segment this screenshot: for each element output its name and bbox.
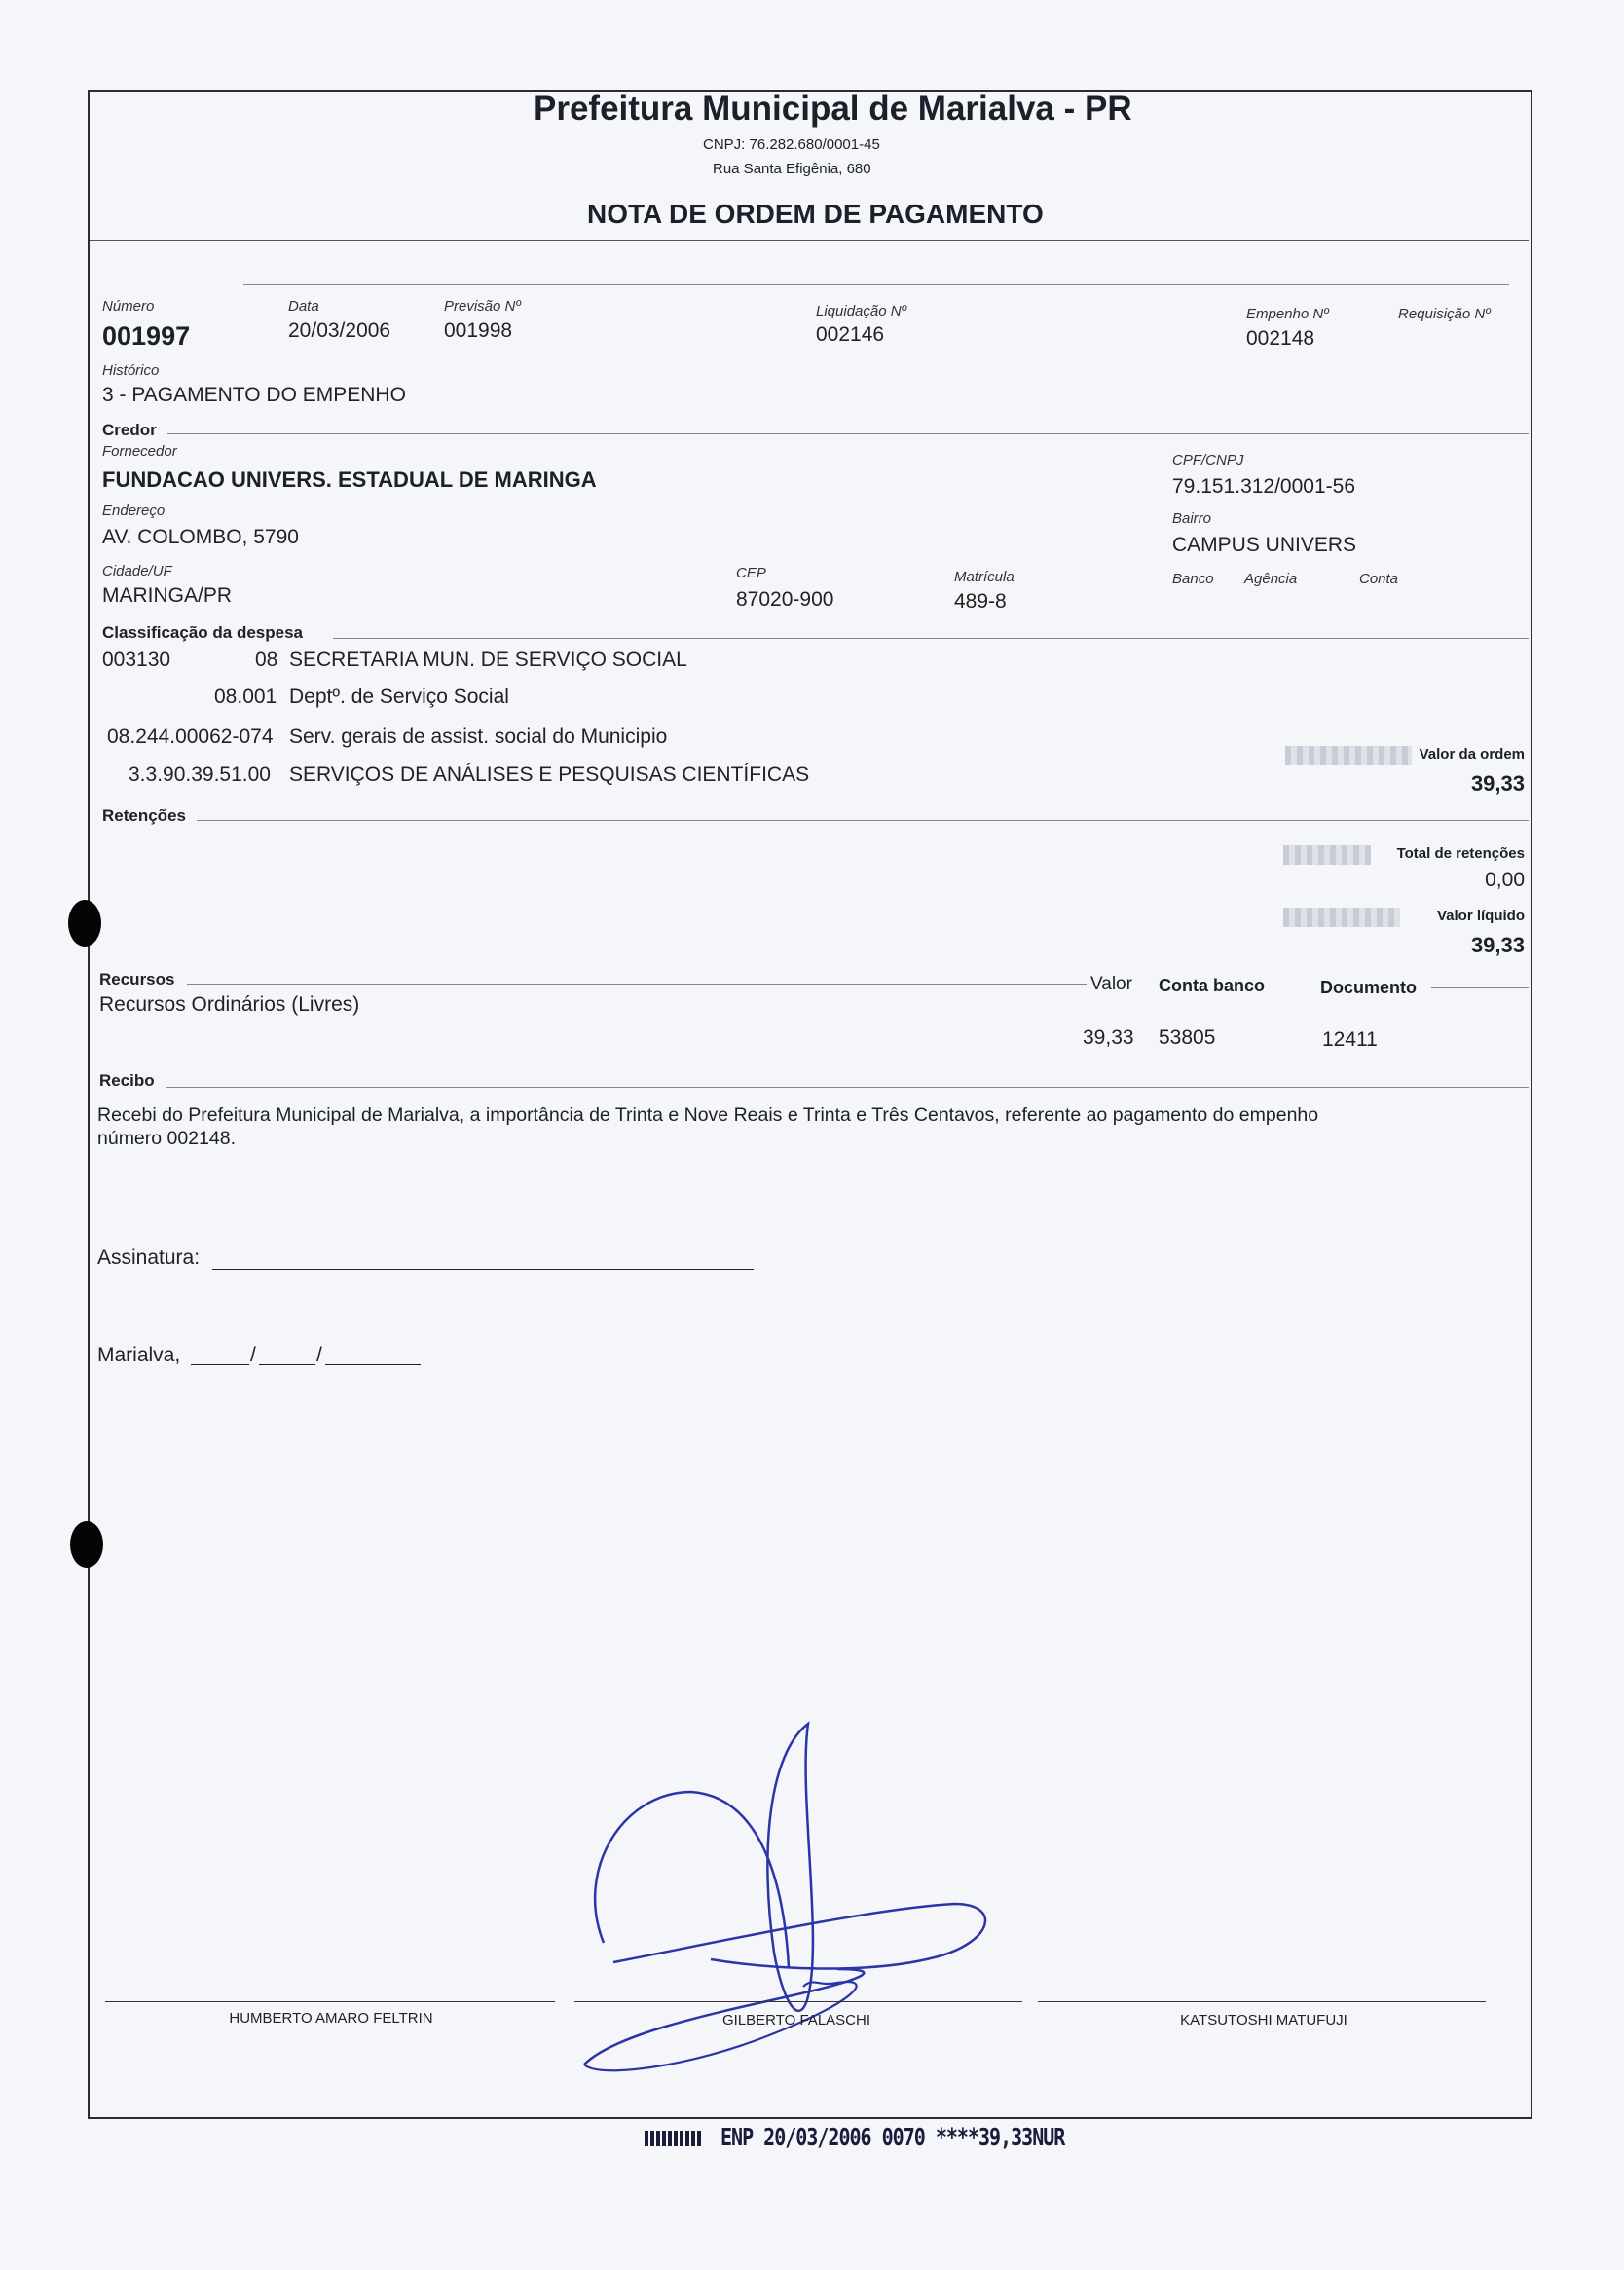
date-day-line[interactable]	[191, 1364, 249, 1365]
divider	[90, 240, 1529, 241]
numero-label: Número	[102, 298, 155, 315]
shading	[1283, 908, 1400, 927]
previsao-value: 001998	[444, 319, 513, 342]
recursos-source: Recursos Ordinários (Livres)	[99, 993, 360, 1016]
municipality-title: Prefeitura Municipal de Marialva - PR	[534, 90, 1132, 128]
classificacao-desc: SERVIÇOS DE ANÁLISES E PESQUISAS CIENTÍFICAS	[289, 763, 810, 786]
shading	[1283, 845, 1371, 865]
matricula-value: 489-8	[954, 590, 1007, 613]
cep-value: 87020-900	[736, 588, 834, 611]
classificacao-code: 003130	[102, 649, 171, 671]
valor-ordem-label: Valor da ordem	[1419, 746, 1525, 763]
empenho-label: Empenho Nº	[1246, 306, 1329, 322]
assinatura-label: Assinatura:	[97, 1247, 201, 1269]
liquidacao-label: Liquidação Nº	[816, 303, 907, 319]
cidade-label: Cidade/UF	[102, 563, 172, 579]
punch-hole	[70, 1521, 103, 1568]
fornecedor-value: FUNDACAO UNIVERS. ESTADUAL DE MARINGA	[102, 467, 597, 492]
recursos-valor-label: Valor	[1090, 974, 1132, 994]
historico-value: 3 - PAGAMENTO DO EMPENHO	[102, 384, 406, 406]
payment-stamp: ENP 20/03/2006 0070 ****39,33NUR	[720, 2122, 1065, 2151]
address-line: Rua Santa Efigênia, 680	[713, 161, 871, 177]
local-label: Marialva,	[97, 1344, 181, 1366]
endereco-value: AV. COLOMBO, 5790	[102, 526, 299, 548]
historico-label: Histórico	[102, 362, 160, 379]
signatory-name: GILBERTO FALASCHI	[722, 2012, 870, 2028]
classificacao-section: Classificação da despesa	[102, 623, 304, 642]
stamp-logo	[645, 2131, 701, 2146]
valor-ordem-value: 39,33	[1470, 771, 1525, 796]
punch-hole	[68, 900, 101, 947]
total-retencoes-value: 0,00	[1485, 869, 1525, 891]
signature-line	[1038, 2001, 1486, 2002]
recursos-valor: 39,33	[1083, 1026, 1134, 1049]
signature-line	[105, 2001, 555, 2002]
date-separator: /	[316, 1344, 322, 1366]
valor-liquido-value: 39,33	[1470, 933, 1525, 957]
banco-label: Banco	[1172, 571, 1214, 587]
bairro-label: Bairro	[1172, 510, 1212, 527]
signature-line	[574, 2001, 1022, 2002]
recursos-conta: 53805	[1159, 1026, 1216, 1049]
recursos-section: Recursos	[99, 970, 175, 988]
divider	[197, 820, 1529, 821]
matricula-label: Matrícula	[954, 569, 1015, 585]
fornecedor-label: Fornecedor	[102, 443, 177, 460]
cpf-value: 79.151.312/0001-56	[1172, 475, 1356, 498]
classificacao-desc: SECRETARIA MUN. DE SERVIÇO SOCIAL	[289, 649, 687, 671]
requisicao-label: Requisição Nº	[1398, 306, 1491, 322]
recursos-documento-label: Documento	[1320, 978, 1417, 997]
recibo-text: Recebi do Prefeitura Municipal de Marialva, a importância de Trinta e Nove Reais e Trinta e Três Centavos, referente ao pagamento do empenho	[97, 1104, 1319, 1126]
agencia-label: Agência	[1244, 571, 1298, 587]
previsao-label: Previsão Nº	[444, 298, 521, 315]
classificacao-code: 3.3.90.39.51.00	[129, 763, 271, 786]
data-label: Data	[288, 298, 319, 315]
bairro-value: CAMPUS UNIVERS	[1172, 534, 1357, 556]
signatory-name: KATSUTOSHI MATUFUJI	[1180, 2012, 1347, 2028]
total-retencoes-label: Total de retenções	[1396, 845, 1525, 862]
endereco-label: Endereço	[102, 502, 166, 519]
classificacao-code: 08	[255, 649, 278, 671]
date-month-line[interactable]	[259, 1364, 315, 1365]
divider	[187, 984, 1087, 985]
signatory-name: HUMBERTO AMARO FELTRIN	[229, 2010, 433, 2027]
divider	[166, 1087, 1529, 1088]
retencoes-section: Retenções	[102, 806, 186, 825]
document-title: NOTA DE ORDEM DE PAGAMENTO	[587, 199, 1044, 229]
recibo-text: número 002148.	[97, 1128, 237, 1149]
divider	[167, 433, 1529, 434]
classificacao-code: 08.001	[214, 686, 277, 708]
valor-liquido-label: Valor líquido	[1436, 908, 1525, 924]
conta-label: Conta	[1359, 571, 1399, 587]
assinatura-line[interactable]	[212, 1269, 754, 1270]
recursos-conta-label: Conta banco	[1159, 976, 1266, 995]
cidade-value: MARINGA/PR	[102, 584, 233, 607]
cep-label: CEP	[736, 565, 766, 581]
divider	[243, 284, 1509, 285]
numero-value: 001997	[102, 321, 191, 351]
empenho-value: 002148	[1246, 327, 1315, 350]
divider	[1431, 987, 1529, 988]
recursos-documento: 12411	[1322, 1028, 1378, 1051]
divider	[333, 638, 1529, 639]
credor-section: Credor	[102, 421, 157, 439]
data-value: 20/03/2006	[288, 319, 391, 342]
date-year-line[interactable]	[325, 1364, 421, 1365]
cnpj-line: CNPJ: 76.282.680/0001-45	[703, 136, 880, 153]
handwritten-signature	[545, 1714, 1090, 2084]
recibo-section: Recibo	[99, 1071, 155, 1090]
cpf-label: CPF/CNPJ	[1172, 452, 1244, 468]
classificacao-desc: Deptº. de Serviço Social	[289, 686, 509, 708]
classificacao-desc: Serv. gerais de assist. social do Municipio	[289, 726, 668, 748]
liquidacao-value: 002146	[816, 323, 885, 346]
date-separator: /	[250, 1344, 256, 1366]
classificacao-code: 08.244.00062-074	[107, 726, 274, 748]
shading	[1285, 746, 1412, 765]
